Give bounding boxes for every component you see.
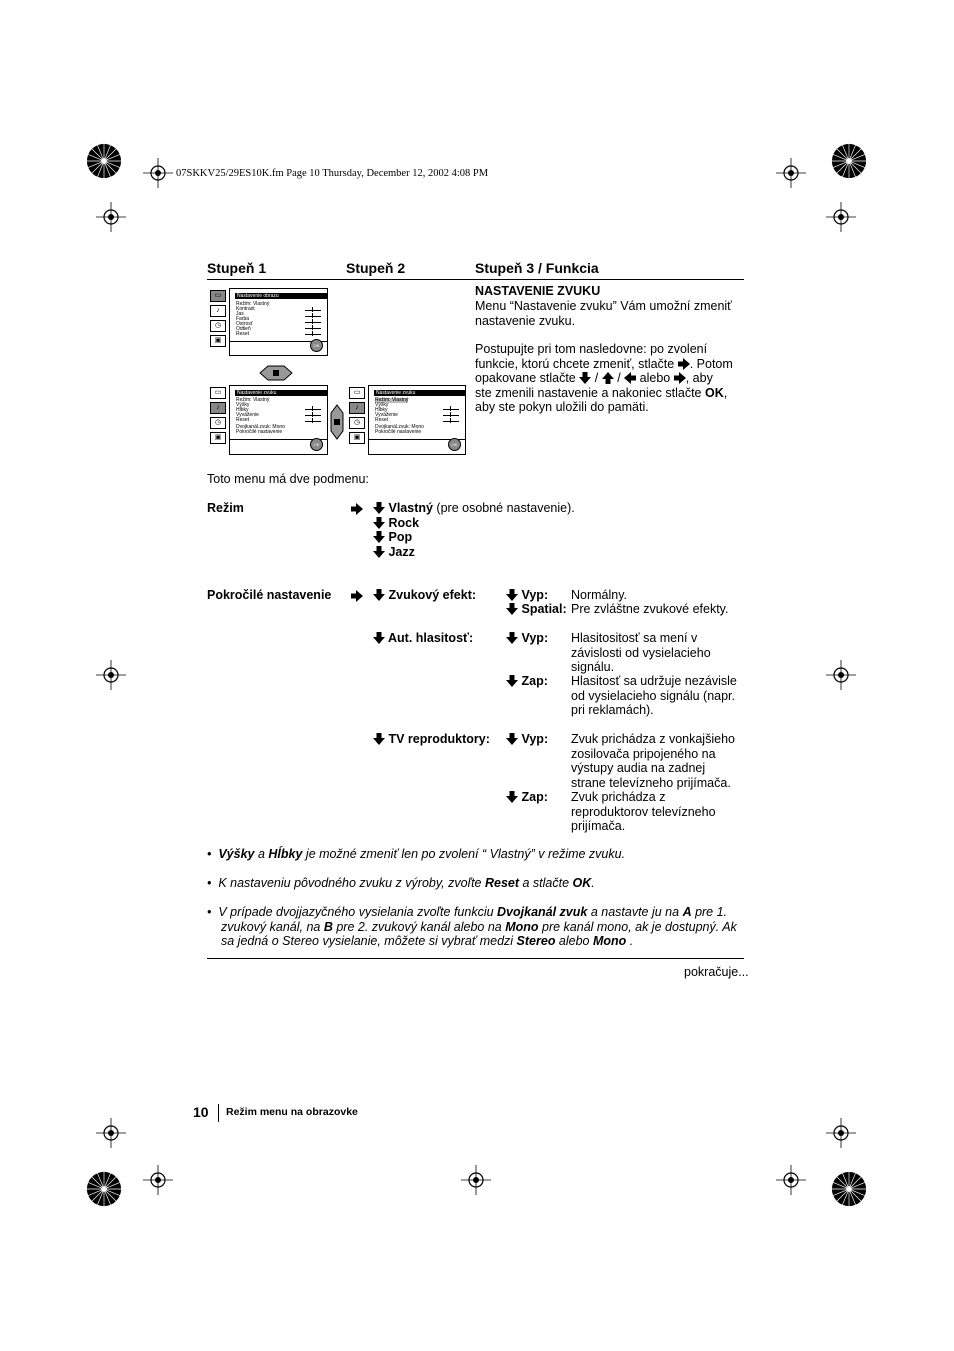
tv-opt-value: Zvuk prichádza z reproduktorov televízneho prijímača.	[571, 790, 716, 833]
registration-mark-icon	[826, 660, 856, 690]
ok-button-icon: OK	[448, 438, 461, 451]
file-header: 07SKKV25/29ES10K.fm Page 10 Thursday, December 12, 2002 4:08 PM	[176, 168, 489, 179]
arrow-down-icon	[506, 733, 518, 745]
starburst-mark-icon	[830, 142, 868, 180]
auto-opt-value: Hlasitosť sa udržuje nezávisle od vysielacieho signálu (napr. pri reklamách).	[571, 674, 737, 717]
timer-tab-icon: ◷	[210, 320, 226, 332]
setup-tab-icon: ▣	[210, 432, 226, 444]
menu-tabs	[210, 387, 226, 447]
registration-mark-icon	[826, 202, 856, 232]
remote-nav-vertical-icon	[330, 404, 344, 440]
starburst-mark-icon	[85, 142, 123, 180]
sound-tab-icon: ♪	[210, 402, 226, 414]
page-number: 10	[193, 1104, 209, 1120]
arrow-right-icon	[674, 372, 686, 384]
footer-divider	[218, 1104, 219, 1122]
arrow-down-icon	[579, 372, 591, 384]
picture-tab-icon: ▭	[210, 387, 226, 399]
picture-tab-icon: ▭	[349, 387, 365, 399]
timer-tab-icon: ◷	[210, 417, 226, 429]
tv-opt-value: Zvuk prichádza z vonkajšieho zosilovača pripojeného na výstupy audia na zadnej strane televízneho prijímača.	[571, 732, 735, 790]
header-rule	[207, 279, 744, 280]
tv-opt-key: Vyp:	[506, 732, 548, 747]
auto-opt-key: Zap:	[506, 674, 548, 689]
arrow-down-icon	[373, 502, 385, 514]
arrow-down-icon	[506, 589, 518, 601]
tv-speakers-label: TV reproduktory:	[373, 732, 490, 747]
arrow-right-icon	[351, 503, 363, 515]
remote-nav-icon	[258, 364, 294, 382]
ok-button-icon: OK	[310, 438, 323, 451]
auto-opt-key: Vyp:	[506, 631, 548, 646]
arrow-down-icon	[373, 517, 385, 529]
note-2: • K nastaveniu pôvodného zvuku z výroby, zvoľte Reset a stlačte OK.	[207, 876, 595, 890]
arrow-down-icon	[506, 791, 518, 803]
arrow-down-icon	[506, 632, 518, 644]
registration-mark-icon	[96, 1118, 126, 1148]
arrow-down-icon	[506, 675, 518, 687]
column-header-step1: Stupeň 1	[207, 260, 267, 276]
rezim-label: Režim	[207, 501, 244, 515]
column-header-step3: Stupeň 3 / Funkcia	[475, 260, 599, 276]
tv-opt-key: Zap:	[506, 790, 548, 805]
menu-tabs	[210, 290, 226, 350]
section-intro: Menu “Nastavenie zvuku” Vám umožní zmeniť nastavenie zvuku.	[475, 299, 732, 328]
auto-volume-label: Aut. hlasitosť:	[373, 631, 473, 646]
registration-mark-icon	[143, 158, 173, 188]
picture-menu: Nastavenie obrazu Režim: Vlastný Kontrast Jas Farba Ostrosť Odtieň Reset OK	[229, 288, 328, 356]
arrow-right-icon	[351, 590, 363, 602]
effect-opt-key: Vyp:	[506, 588, 548, 603]
submenu-intro: Toto menu má dve podmenu:	[207, 472, 369, 486]
menu-tabs	[349, 387, 365, 447]
arrow-down-icon	[373, 531, 385, 543]
arrow-down-icon	[373, 632, 385, 644]
footer-rule	[207, 958, 744, 959]
arrow-left-icon	[624, 372, 636, 384]
auto-opt-value: Hlasitositosť sa mení v závislosti od vysielacieho signálu.	[571, 631, 711, 674]
arrow-down-icon	[506, 603, 518, 615]
footer-section: Režim menu na obrazovke	[226, 1106, 358, 1118]
section-title: NASTAVENIE ZVUKU	[475, 284, 601, 298]
note-1: • Výšky a Hĺbky je možné zmeniť len po zvolení “ Vlastný” v režime zvuku.	[207, 847, 626, 861]
arrow-down-icon	[373, 546, 385, 558]
picture-tab-icon: ▭	[210, 290, 226, 302]
registration-mark-icon	[96, 202, 126, 232]
arrow-down-icon	[373, 589, 385, 601]
sound-tab-icon: ♪	[349, 402, 365, 414]
effect-opt-value: Pre zvláštne zvukové efekty.	[571, 602, 729, 616]
registration-mark-icon	[461, 1165, 491, 1195]
ok-button-icon: OK	[310, 339, 323, 352]
advanced-label: Pokročilé nastavenie	[207, 588, 332, 602]
setup-tab-icon: ▣	[210, 335, 226, 347]
section-instructions: Postupujte pri tom nasledovne: po zvolení funkcie, ktorú chcete zmeniť, stlačte . Potom opakovane stlačte / / alebo , aby ste zmenili nastavenie a nakoniec stlačte OK, aby ste pokyn uložili do pamäti.	[475, 342, 733, 414]
sound-menu-selected: Nastavenie zvuku Režim: Vlastný Výšky Hĺbky Vyváženie Reset Dvojkanál.zvuk: Mono Pokročilé nastavenie OK	[368, 385, 466, 455]
effect-label: Zvukový efekt:	[373, 588, 476, 603]
registration-mark-icon	[96, 660, 126, 690]
rezim-options: Vlastný (pre osobné nastavenie). Rock Pop Jazz	[373, 501, 575, 559]
registration-mark-icon	[143, 1165, 173, 1195]
arrow-right-icon	[678, 358, 690, 370]
effect-opt-key: Spatial:	[506, 602, 567, 617]
setup-tab-icon: ▣	[349, 432, 365, 444]
arrow-down-icon	[373, 733, 385, 745]
registration-mark-icon	[826, 1118, 856, 1148]
sound-menu: Nastavenie zvuku Režim: Vlastný Výšky Hĺbky Vyváženie Reset Dvojkanál.zvuk: Mono Pokročilé nastavenie OK	[229, 385, 328, 455]
arrow-up-icon	[602, 372, 614, 384]
sound-tab-icon: ♪	[210, 305, 226, 317]
effect-opt-value: Normálny.	[571, 588, 628, 602]
starburst-mark-icon	[85, 1170, 123, 1208]
column-header-step2: Stupeň 2	[346, 260, 406, 276]
note-3: • V prípade dvojjazyčného vysielania zvoľte funkciu Dvojkanál zvuk a nastavte ju na A pre 1. zvukový kanál, na B pre 2. zvukový kanál alebo na Mono pre kanál mono, ak je dostupný. Ak sa jedná o Stereo vysielanie, môžete si vybrať medzi Stereo alebo Mono .	[207, 905, 737, 948]
starburst-mark-icon	[830, 1170, 868, 1208]
timer-tab-icon: ◷	[349, 417, 365, 429]
continues-label: pokračuje...	[684, 965, 749, 979]
registration-mark-icon	[776, 158, 806, 188]
registration-mark-icon	[776, 1165, 806, 1195]
